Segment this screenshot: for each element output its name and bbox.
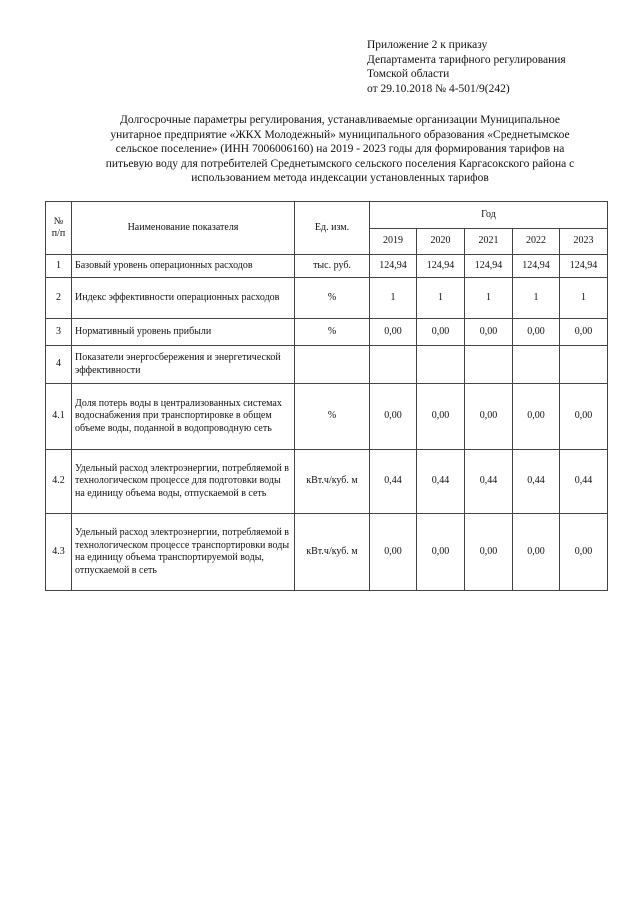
row-value: 0,44 [465, 450, 513, 514]
row-value: 124,94 [465, 255, 513, 278]
title-line: унитарное предприятие «ЖКХ Молодежный» муниципального образования «Среднетымское [110, 128, 570, 141]
row-value: 0,00 [370, 319, 417, 346]
row-name: Нормативный уровень прибыли [72, 319, 295, 346]
header-year: 2023 [560, 229, 608, 255]
row-value: 1 [513, 278, 560, 319]
appendix-line: от 29.10.2018 № 4-501/9(242) [367, 82, 510, 95]
row-value: 1 [417, 278, 465, 319]
row-num: 4.2 [46, 450, 72, 514]
appendix-line: Департамента тарифного регулирования [367, 53, 566, 66]
row-value: 1 [370, 278, 417, 319]
row-unit: тыс. руб. [295, 255, 370, 278]
title-line: питьевую воду для потребителей Среднетымского сельского поселения Каргасокского района с [105, 157, 575, 170]
row-value: 0,44 [370, 450, 417, 514]
row-value [560, 346, 608, 384]
row-value [513, 346, 560, 384]
row-value: 0,00 [513, 319, 560, 346]
row-value: 124,94 [513, 255, 560, 278]
row-name: Базовый уровень операционных расходов [72, 255, 295, 278]
appendix-line: Томской области [367, 68, 450, 80]
row-value: 124,94 [417, 255, 465, 278]
row-value: 0,44 [513, 450, 560, 514]
row-num: 4.1 [46, 384, 72, 450]
row-value: 0,00 [465, 319, 513, 346]
table-row [46, 450, 608, 514]
row-value: 0,00 [513, 384, 560, 450]
row-num: 3 [46, 319, 72, 346]
header-year-group: Год [370, 202, 608, 229]
table-row [46, 255, 608, 278]
appendix-block [367, 38, 566, 96]
header-year: 2020 [417, 229, 465, 255]
table-row [46, 384, 608, 450]
row-num: 2 [46, 278, 72, 319]
row-value: 0,00 [417, 319, 465, 346]
row-num: 4 [46, 346, 72, 384]
row-value: 0,00 [465, 514, 513, 591]
title-line: Долгосрочные параметры регулирования, устанавливаемые организации Муниципальное [120, 114, 560, 126]
row-unit: кВт.ч/куб. м [295, 450, 370, 514]
row-value: 0,00 [370, 514, 417, 591]
table-row [46, 278, 608, 319]
row-num: 4.3 [46, 514, 72, 591]
row-name: Доля потерь воды в централизованных системах водоснабжения при транспортировке в общем объеме воды, поданной в водопроводную сеть [72, 384, 295, 450]
table-row [46, 346, 608, 384]
header-name: Наименование показателя [72, 202, 295, 255]
row-value: 0,00 [560, 319, 608, 346]
table-row [46, 319, 608, 346]
table-row [46, 514, 608, 591]
row-unit: % [295, 384, 370, 450]
row-value: 1 [465, 278, 513, 319]
row-value: 0,00 [417, 514, 465, 591]
row-value: 0,00 [370, 384, 417, 450]
row-value: 0,44 [560, 450, 608, 514]
row-name: Индекс эффективности операционных расходов [72, 278, 295, 319]
row-name: Показатели энергосбережения и энергетической эффективности [72, 346, 295, 384]
row-unit [295, 346, 370, 384]
row-value [417, 346, 465, 384]
header-year: 2021 [465, 229, 513, 255]
row-num: 1 [46, 255, 72, 278]
title-line: сельское поселение» (ИНН 7006006160) на 2019 - 2023 годы для формирования тарифов на [115, 143, 565, 155]
header-unit: Ед. изм. [295, 202, 370, 255]
row-value [370, 346, 417, 384]
row-value: 1 [560, 278, 608, 319]
row-value: 0,00 [417, 384, 465, 450]
header-num: № п/п [46, 202, 72, 255]
row-name: Удельный расход электроэнергии, потребляемой в технологическом процессе транспортировки воды на единицу объема транспортируемой воды, отпускаемой в сеть [72, 514, 295, 591]
header-year: 2022 [513, 229, 560, 255]
row-value: 124,94 [370, 255, 417, 278]
appendix-line: Приложение 2 к приказу [367, 39, 488, 51]
row-value: 0,00 [560, 384, 608, 450]
parameters-table [45, 201, 608, 591]
row-value: 124,94 [560, 255, 608, 278]
row-unit: % [295, 319, 370, 346]
row-value [465, 346, 513, 384]
title-line: использованием метода индексации установленных тарифов [191, 172, 489, 184]
row-value: 0,00 [560, 514, 608, 591]
row-value: 0,00 [513, 514, 560, 591]
row-unit: кВт.ч/куб. м [295, 514, 370, 591]
row-unit: % [295, 278, 370, 319]
row-value: 0,44 [417, 450, 465, 514]
document-title [70, 113, 610, 186]
row-value: 0,00 [465, 384, 513, 450]
row-name: Удельный расход электроэнергии, потребляемой в технологическом процессе для подготовки воды на единицу объема воды, отпускаемой в сеть [72, 450, 295, 514]
header-year: 2019 [370, 229, 417, 255]
